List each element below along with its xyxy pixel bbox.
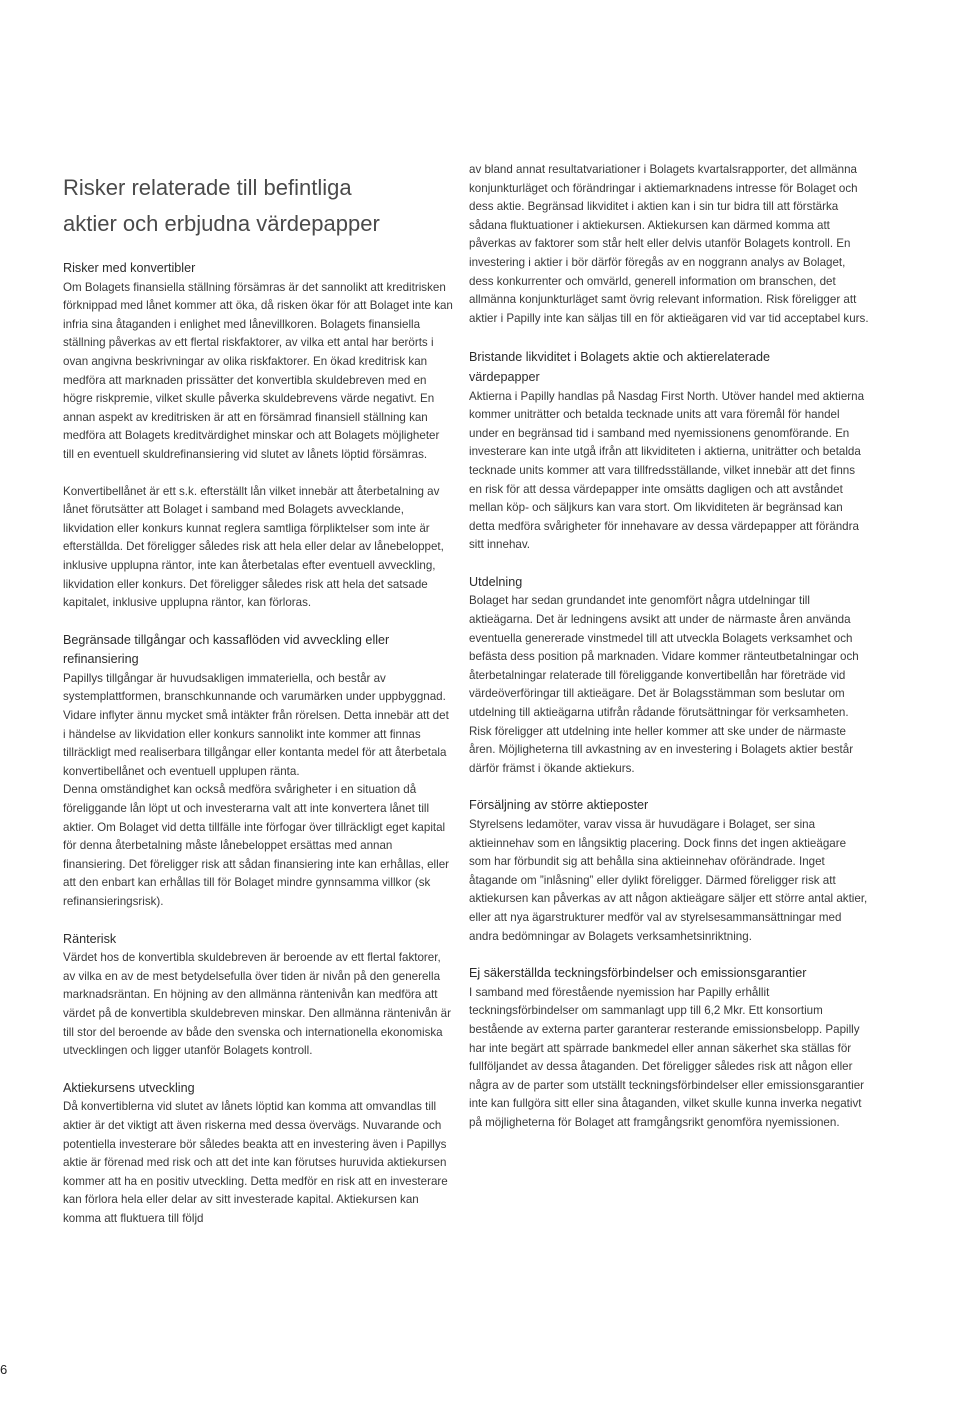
- page-number: 6: [0, 1362, 8, 1377]
- title-line-1: Risker relaterade till befintliga: [63, 175, 352, 200]
- page-title: [63, 170, 453, 242]
- section-heading: Aktiekursens utveckling: [63, 1080, 195, 1095]
- section-ej-sakerstallda: [469, 964, 869, 1132]
- right-column: [469, 0, 869, 1133]
- title-line-2: aktier och erbjudna värdepapper: [63, 211, 380, 236]
- paragraph: I samband med förestående nyemission har Papilly erhållit teckningsförbindelser om sammanlagt upp till 6,2 Mkr. Ett konsortium bestående av externa parter garanterar resterande emissionsbelopp. Papilly har inte begärt att spärrade bankmedel eller annan säkerhet ska ställas för fullföljandet av dessa åtaganden. Det föreligger således risk att någon eller några av de parter som utställt teckningsförbindelser eller emissionsgarantier inte kan fullgöra sitt eller sina åtaganden, vilket skulle kunna inverka negativt på möjligheterna för Bolaget att framgångsrikt genomföra nyemissionen.: [469, 985, 865, 1129]
- section-heading: Utdelning: [469, 574, 523, 589]
- section-risker-med-konvertibler: [63, 259, 453, 613]
- section-forsaljning-aktieposter: [469, 796, 869, 946]
- paragraph: Konvertibellånet är ett s.k. efterställt lån vilket innebär att återbetalning av lånet förutsätter att Bolaget i samband med Bolagets avvecklande, likvidation eller konkurs kunnat reglera samtliga förpliktelser som inte är efterställda. Det föreligger således risk att hela eller delar av lånebeloppet, inklusive upplupna räntor, inte kan återbetalas efter eventuell avveckling, likvidation eller konkurs. Det föreligger således risk att hela det satsade kapitalet, inklusive upplupna räntor, kan förloras.: [63, 484, 444, 610]
- section-heading: Försäljning av större aktieposter: [469, 798, 649, 813]
- section-bristande-likviditet: [469, 348, 869, 555]
- section-begransade-tillgangar: [63, 631, 453, 912]
- paragraph: Om Bolagets finansiella ställning försämras är det sannolikt att kreditrisken förknippad med lånet kommer att öka, då risken ökar för att Bolaget inte kan infria sina åtaganden i enlighet med lånevillkoren. Bolagets finansiella ställning påverkas av ett flertal riskfaktorer, av vilka ett antal har berörts i ovan angivna beskrivningar av olika riskfaktorer. En ökad kreditrisk kan medföra att marknaden prissätter det konvertibla skuldebreven med en högre riskpremie, vilket skulle påverka skuldebrevens värde negativt. En annan aspekt av kreditrisken är att en försämrad finansiell ställning kan medföra att Bolagets kreditvärdighet minskar och att Bolagets möjligheter till en eventuell skuldrefinansiering vid slutet av lånets löptid försämras.: [63, 280, 453, 461]
- section-ranterisk: [63, 930, 453, 1061]
- paragraph: Värdet hos de konvertibla skuldebreven är beroende av ett flertal faktorer, av vilka en av de mest betydelsefulla över tiden är nivån på den generella marknadsräntan. En höjning av den allmänna räntenivån kan medföra att värdet på de konvertibla skuldebreven minskar. Den allmänna räntenivån är till stor del beroende av både den svenska och internationella ekonomiska utvecklingen och ligger utanför Bolagets kontroll.: [63, 951, 451, 1058]
- section-heading: Begränsade tillgångar och kassaflöden vid avveckling eller refinansiering: [63, 632, 390, 667]
- left-column: [63, 0, 453, 1229]
- section-heading: Risker med konvertibler: [63, 261, 196, 275]
- continued-paragraph: av bland annat resultatvariationer i Bolagets kvartalsrapporter, det allmänna konjunkturläget och förändringar i aktiemarknadens intresse för Bolaget och dess aktie. Begränsad likviditet i aktien kan i sin tur bidra till att förstärka sådana fluktuationer i aktiekursen. Aktiekursen kan därmed komma att påverkas av faktorer som står helt eller delvis utanför Bolagets kontroll. En investering i aktier i bör därför föregås av en noggrann analys av Bolaget, dess konkurrenter och omvärld, generell information om branschen, det allmänna konjunkturläget samt övrig relevant information. Risk föreligger att aktier i Papilly inte kan säljas till en för aktieägaren vid var tid acceptabel kurs.: [469, 163, 869, 325]
- paragraph: Då konvertiblerna vid slutet av lånets löptid kan komma att omvandlas till aktier är det viktigt att även riskerna med dessa övervägs. Nuvarande och potentiella investerare bör således beakta att en investering även i Papillys aktie är förenad med risk och att det inte kan förutses huruvida aktiekursen kommer att ha en positiv utveckling. Detta medför en risk att en investerare kan förlora hela eller delar av sitt investerade kapital. Aktiekursen kan komma att fluktuera till följd: [63, 1100, 448, 1225]
- paragraph: Bolaget har sedan grundandet inte genomfört några utdelningar till aktieägarna. Det är ledningens avsikt att under de närmaste åren använda eventuella genererade vinstmedel till att utveckla Bolagets verksamhet och befästa dess position på marknaden. Vidare kommer ränteutbetalningar och återbetalningar relaterade till föreliggande konvertibellån har företräde vid värdeöverföringar till aktieägare. Det är Bolagsstämman som beslutar om utdelning till aktieägarna utifrån rådande förutsättningar för verksamheten. Risk föreligger att utdelning inte heller kommer att ske under de närmaste åren. Möjligheterna till avkastning av en investering i Bolagets aktier består därför främst i ökande aktiekurs.: [469, 594, 859, 775]
- paragraph: Styrelsens ledamöter, varav vissa är huvudägare i Bolaget, ser sina aktieinnehav som en långsiktig placering. Dock finns det ingen aktieägare som har förbundit sig att behålla sina aktieinnehav oförändrade. Inget åtagande om ”inlåsning” eller dylikt föreligger. Därmed föreligger risk att aktiekursen kan påverkas av att någon aktieägare säljer ett större antal aktier, eller att nya ägarstrukturer medför val av styrelsesammansättningar med andra bedömningar av Bolagets verksamhetsinriktning.: [469, 818, 868, 943]
- paragraph: Denna omständighet kan också medföra svårigheter i en situation då föreliggande lån löpt ut och investerarna valt att inte konvertera lånet till aktier. Om Bolaget vid detta tillfälle inte förfogar över tillräckligt eget kapital för denna återbetalning måste lånebeloppet ersättas med annan finansiering. Det föreligger risk att sådan finansiering inte kan erhållas, eller att den enbart kan erhållas till för Bolaget mindre gynnsamma villkor (sk refinansieringsrisk).: [63, 783, 450, 908]
- section-heading: Ränterisk: [63, 931, 117, 946]
- section-utdelning: [469, 573, 869, 779]
- section-aktiekursens-utveckling: [63, 1079, 453, 1229]
- paragraph: Aktierna i Papilly handlas på Nasdag First North. Utöver handel med aktierna kommer uniträtter och betalda tecknade units att vara föremål för handel under en begränsad tid i samband med nyemissionens genomförande. En investerare kan inte utgå ifrån att likviditeten i aktierna, uniträtter och betalda tecknade units kommer att vara tillfredsställande, vilket innebär att det finns en risk för att dessa värdepapper inte omsätts dagligen och att avståndet mellan köp- och säljkurs kan vara stort. Om likviditeten är begränsad kan detta medföra svårigheter för innehavare av dessa värdepapper att förändra sitt innehav.: [469, 389, 865, 552]
- section-heading: Ej säkerställda teckningsförbindelser och emissionsgarantier: [469, 966, 807, 981]
- section-heading: Bristande likviditet i Bolagets aktie och aktierelaterade värdepapper: [469, 350, 771, 384]
- paragraph: Papillys tillgångar är huvudsakligen immateriella, och består av systemplattformen, branschkunnande och varumärken under uppbyggnad. Vidare inflyter ännu mycket små intäkter från rörelsen. Detta innebär att det i händelse av likvidation eller konkurs sannolikt inte kommer att finnas tillräckligt med realiserbara tillgångar eller kontanta medel för att återbetala konvertibellånet och eventuell upplupen ränta.: [63, 671, 449, 778]
